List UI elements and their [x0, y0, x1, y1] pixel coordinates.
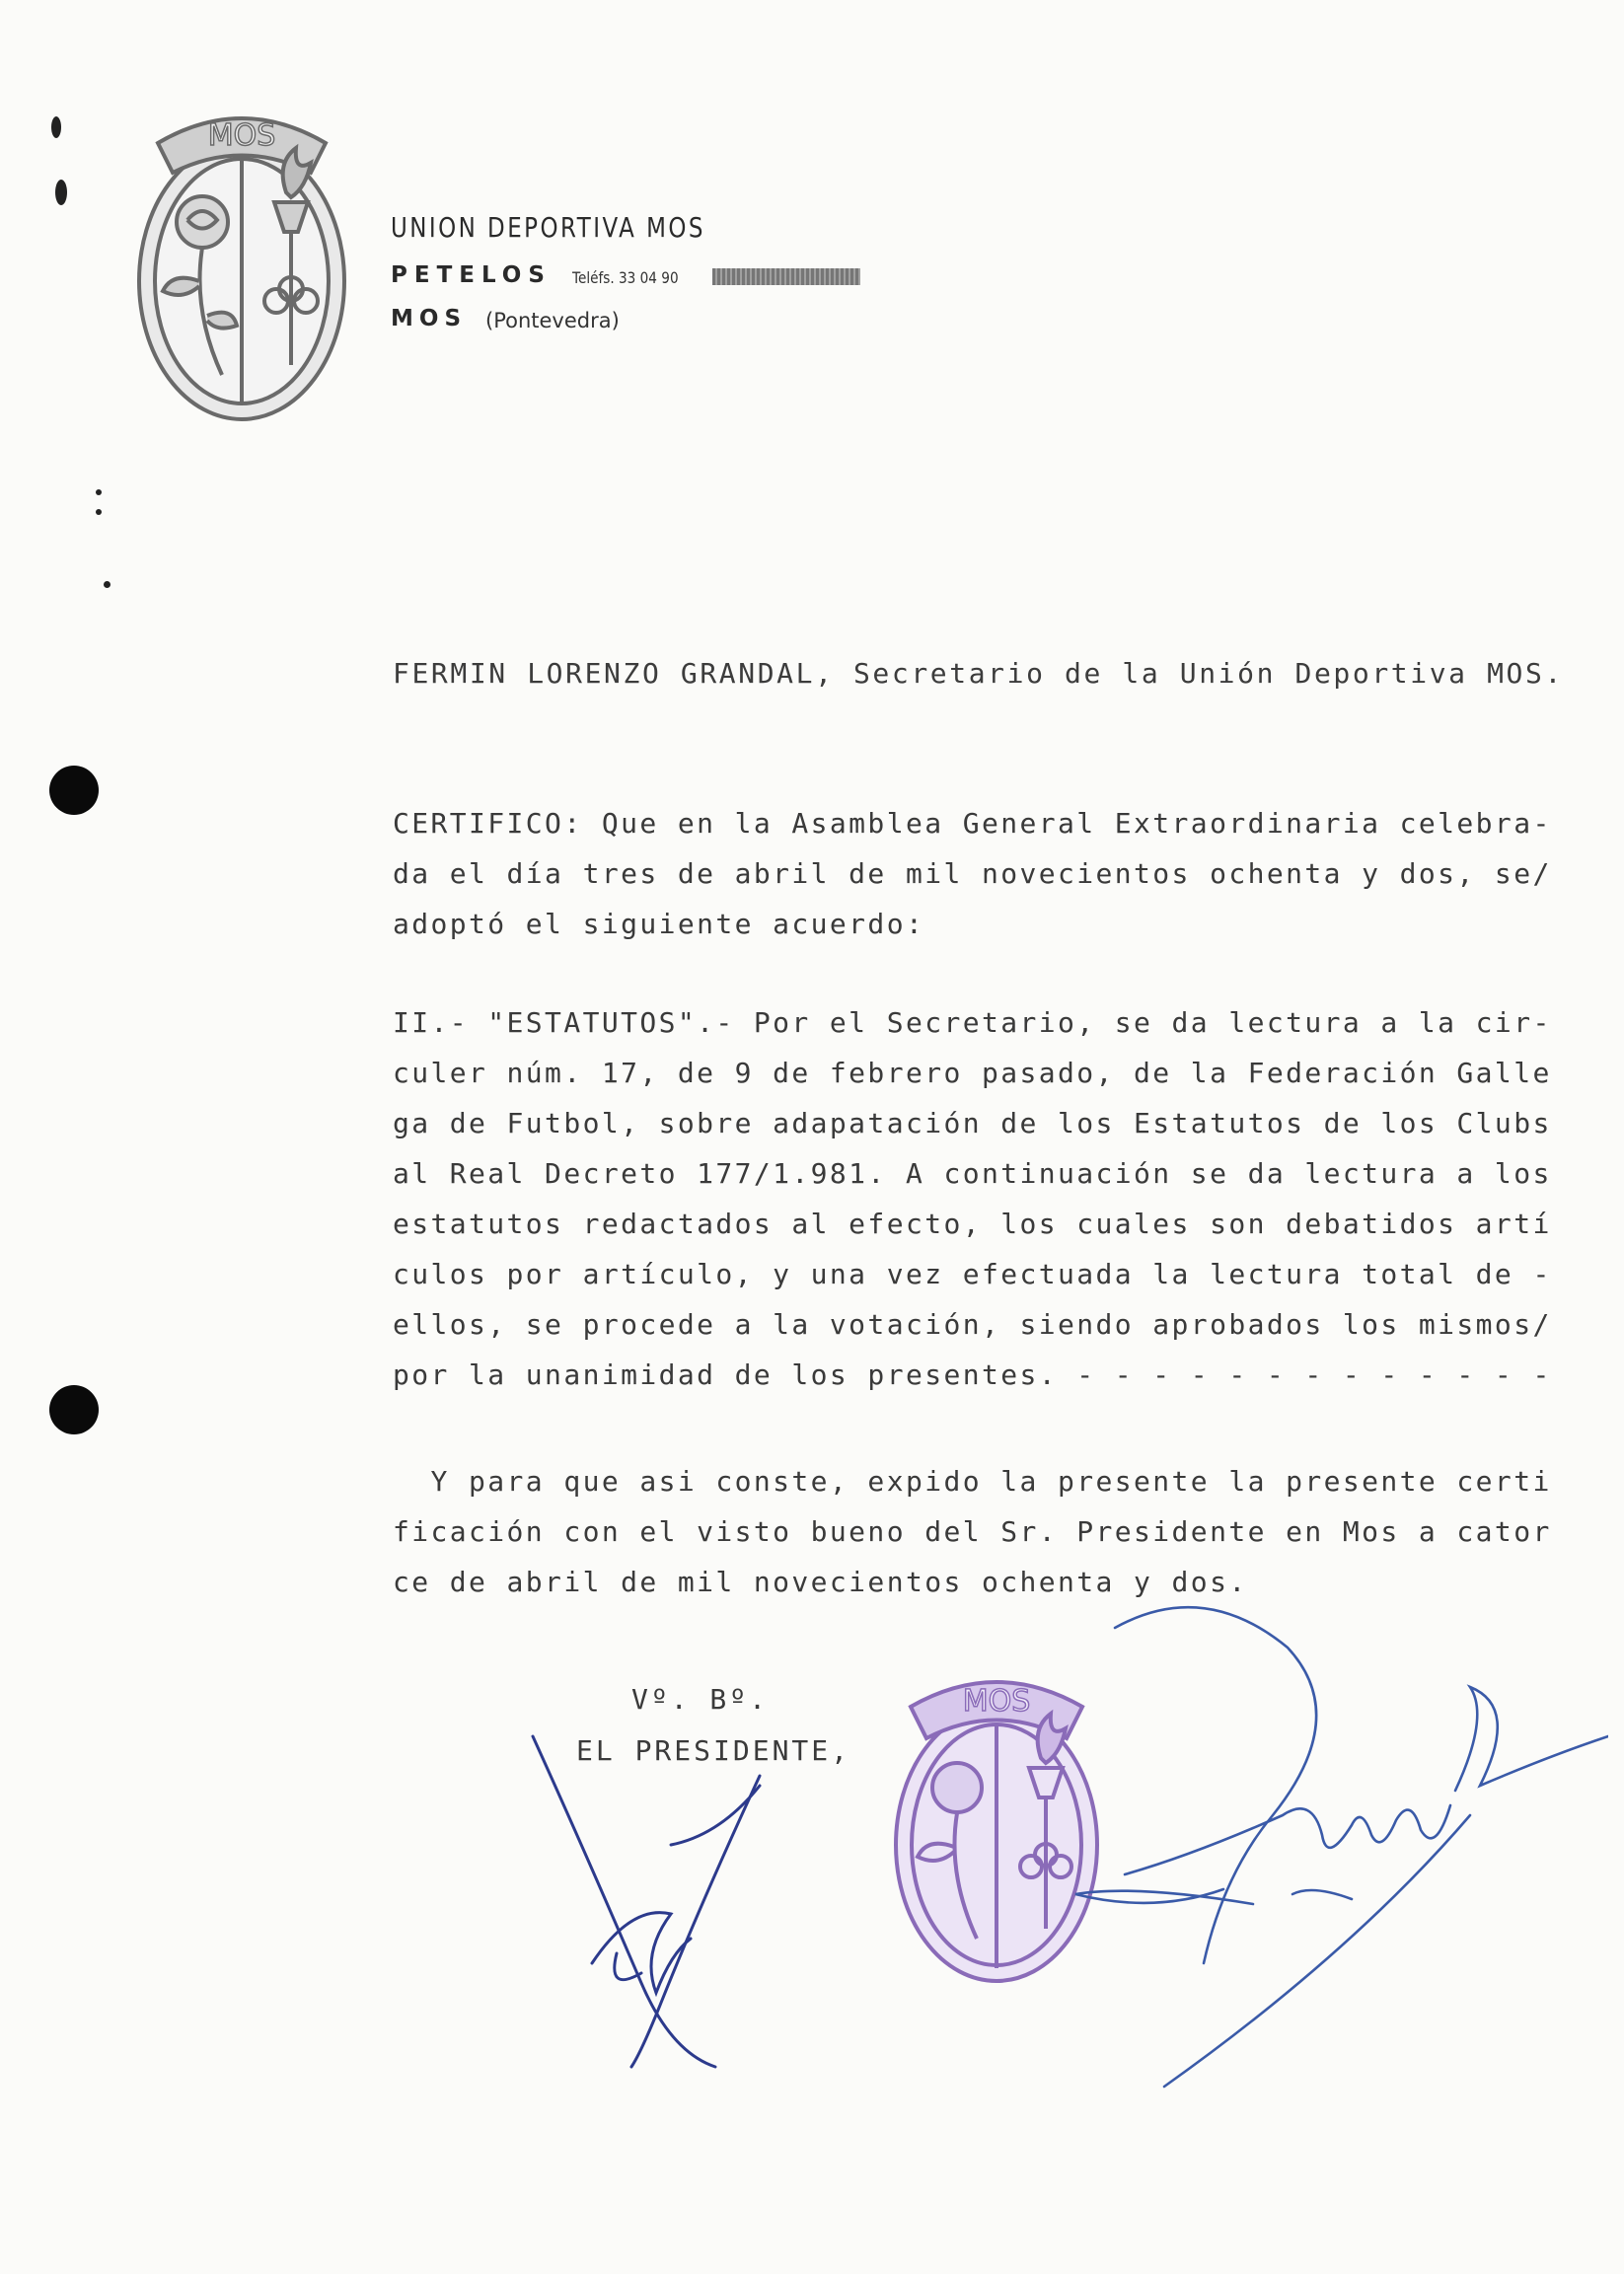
punch-hole-top [49, 766, 99, 815]
text-line: al Real Decreto 177/1.981. A continuación se da lectura a los [393, 1157, 1552, 1190]
text-line: II.- "ESTATUTOS".- Por el Secretario, se da lectura a la cir- [393, 1006, 1552, 1039]
svg-text:MOS: MOS [207, 118, 276, 153]
club-phone: Teléfs. 33 04 90 [572, 268, 679, 287]
text-line: ficación con el visto bueno del Sr. Presidente en Mos a cator [393, 1515, 1552, 1548]
club-name: UNION DEPORTIVA MOS [391, 211, 705, 244]
club-city: MOS [391, 306, 468, 331]
text-line: culos por artículo, y una vez efectuada la lectura total de - [393, 1258, 1552, 1290]
text-line: ce de abril de mil novecientos ochenta y dos. [393, 1566, 1248, 1598]
margin-mark [51, 116, 61, 138]
text-line: CERTIFICO: Que en la Asamblea General Extraordinaria celebra- [393, 807, 1552, 840]
text-line: estatutos redactados al efecto, los cuales son debatidos artí [393, 1208, 1552, 1240]
club-province: (Pontevedra) [485, 309, 620, 332]
president-signature [523, 1726, 779, 2082]
margin-mark [96, 489, 102, 495]
margin-mark [104, 581, 111, 588]
visto-bueno-label: Vº. Bº. [631, 1683, 770, 1716]
punch-hole-bottom [49, 1385, 99, 1434]
text-line: adoptó el siguiente acuerdo: [393, 908, 925, 940]
redacted-phone [712, 268, 860, 285]
club-emblem-icon [128, 104, 355, 429]
text-line: culer núm. 17, de 9 de febrero pasado, de la Federación Galle [393, 1057, 1552, 1089]
certifico-paragraph [393, 807, 1606, 958]
margin-mark [96, 509, 102, 515]
secretary-intro: FERMIN LORENZO GRANDAL, Secretario de la Unión Deportiva MOS. [393, 657, 1564, 690]
club-locality: PETELOS [391, 262, 552, 288]
text-line: da el día tres de abril de mil novecientos ochenta y dos, se/ [393, 857, 1552, 890]
text-line: ellos, se procede a la votación, siendo aprobados los mismos/ [393, 1308, 1552, 1341]
text-line: por la unanimidad de los presentes. - - - - - - - - - - - - - [393, 1358, 1552, 1391]
text-line: Y para que asi conste, expido la presente la presente certi [393, 1465, 1552, 1498]
acuerdo-paragraph [393, 1006, 1606, 1409]
president-label: EL PRESIDENTE, [576, 1734, 851, 1767]
text-line: ga de Futbol, sobre adapatación de los Estatutos de los Clubs [393, 1107, 1552, 1139]
margin-mark [55, 180, 67, 205]
secretary-signature [1056, 1588, 1608, 2101]
svg-text:MOS: MOS [962, 1684, 1031, 1719]
